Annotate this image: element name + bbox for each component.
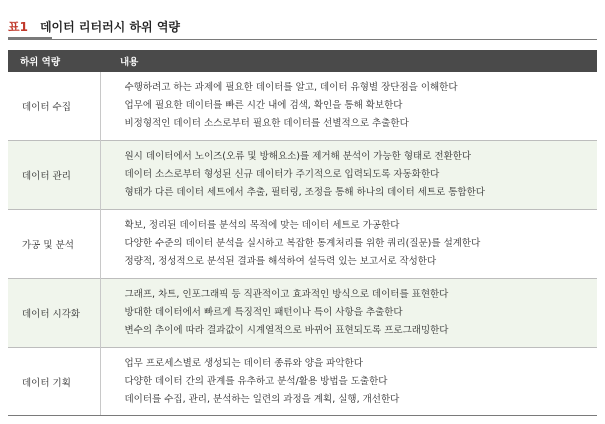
content-line: 비정형적인 데이터 소스로부터 필요한 데이터를 선별적으로 추출한다: [124, 118, 409, 129]
content-line: 수행하려고 하는 과제에 필요한 데이터를 알고, 데이터 유형별 장단점을 이해한다: [124, 82, 458, 93]
content-cell: [100, 210, 597, 279]
table-row: [8, 141, 597, 210]
table-header-row: [8, 50, 597, 72]
table-title: 데이터 리터러시 하위 역량: [39, 19, 180, 34]
content-cell: [100, 72, 597, 141]
header-content: 내용: [100, 50, 597, 72]
content-line: 그래프, 차트, 인포그래픽 등 직관적이고 효과적인 방식으로 데이터를 표현한다: [124, 289, 449, 300]
content-cell: [100, 279, 597, 348]
category-label: 가공 및 분석: [22, 240, 74, 251]
content-cell: [100, 141, 597, 210]
category-cell: [8, 72, 100, 141]
category-cell: [8, 210, 100, 279]
table-number: 표1: [8, 19, 28, 34]
literacy-competency-table: [8, 50, 597, 416]
caption-divider: [8, 39, 597, 40]
category-cell: [8, 279, 100, 348]
category-label: 데이터 수집: [22, 102, 71, 113]
category-cell: [8, 141, 100, 210]
table-row: [8, 72, 597, 141]
category-cell: [8, 348, 100, 417]
content-line: 다양한 데이터 간의 관계를 유추하고 분석/활용 방법을 도출한다: [124, 376, 388, 387]
content-line: 데이터 소스로부터 형성된 신규 데이터가 주기적으로 입력되도록 자동화한다: [124, 169, 440, 180]
table-row: [8, 348, 597, 417]
content-cell: [100, 348, 597, 417]
table-row: [8, 210, 597, 279]
content-line: 다양한 수준의 데이터 분석을 실시하고 복잡한 통계처리를 위한 쿼리(질문)를 설계한다: [124, 238, 481, 249]
content-line: 업무 프로세스별로 생성되는 데이터 종류와 양을 파악한다: [124, 358, 363, 369]
content-line: 업무에 필요한 데이터를 빠른 시간 내에 검색, 확인을 통해 확보한다: [124, 100, 403, 111]
content-line: 원시 데이터에서 노이즈(오류 및 방해요소)를 제거해 분석이 가능한 형태로 전환한다: [124, 151, 472, 162]
category-label: 데이터 관리: [22, 171, 71, 182]
category-label: 데이터 기획: [22, 378, 71, 389]
header-subcompetency: 하위 역량: [8, 50, 100, 72]
category-label: 데이터 시각화: [22, 309, 81, 320]
table-bottom-rule: [8, 415, 597, 416]
content-line: 방대한 데이터에서 빠르게 특징적인 패턴이나 특이 사항을 추출한다: [124, 307, 403, 318]
content-line: 형태가 다른 데이터 세트에서 추출, 필터링, 조정을 통해 하나의 데이터 세트로 통합한다: [124, 187, 485, 198]
content-line: 확보, 정리된 데이터를 분석의 목적에 맞는 데이터 세트로 가공한다: [124, 220, 400, 231]
table-caption: [8, 16, 180, 36]
table-row: [8, 279, 597, 348]
content-line: 정량적, 정성적으로 분석된 결과를 해석하여 설득력 있는 보고서로 작성한다: [124, 256, 437, 267]
content-line: 데이터를 수집, 관리, 분석하는 일련의 과정을 계획, 실행, 개선한다: [124, 394, 400, 405]
content-line: 변수의 추이에 따라 결과값이 시계열적으로 바뀌어 표현되도록 프로그래밍한다: [124, 325, 449, 336]
